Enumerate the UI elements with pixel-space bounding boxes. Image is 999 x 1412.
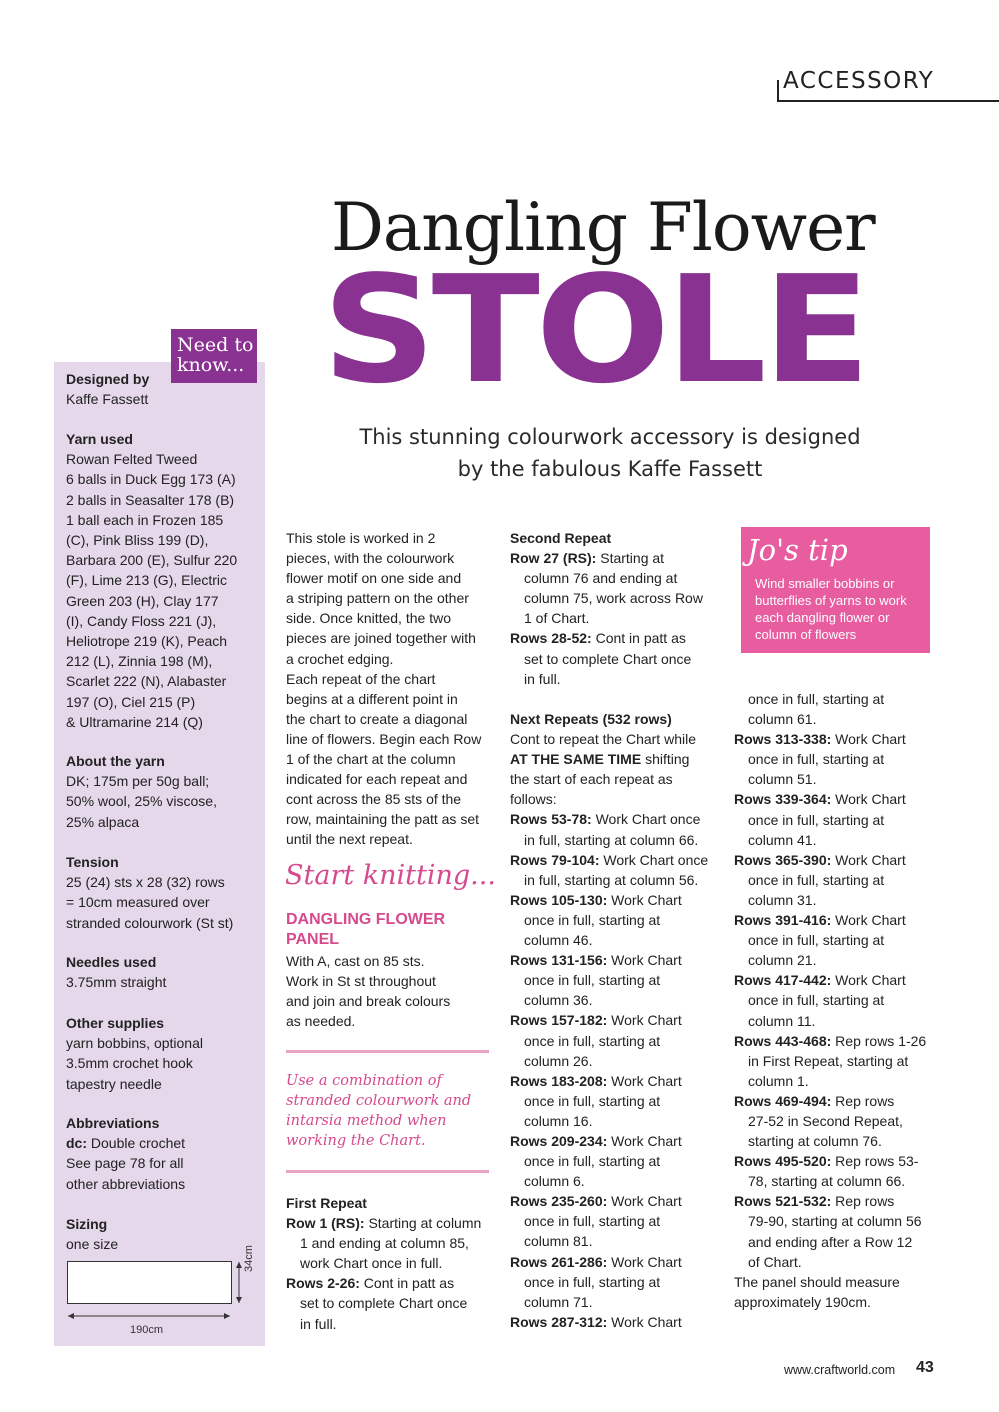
tip-box	[741, 527, 930, 653]
page-number: 43	[916, 1359, 934, 1376]
subtitle-line: by the fabulous Kaffe Fassett	[457, 457, 763, 481]
instruction-line: Rows 495-520: Rep rows 53-	[734, 1153, 919, 1170]
row-label: Rows 105-130:	[510, 891, 608, 908]
section-rule	[777, 80, 779, 102]
row-label: Rows 287-312:	[510, 1313, 608, 1330]
abbreviation-term: dc:	[66, 1135, 87, 1152]
instruction-line: column 36.	[524, 992, 593, 1009]
instruction-line: once in full, starting at	[524, 911, 661, 928]
pullquote-line: intarsia method when	[286, 1113, 447, 1129]
abbreviation-line	[66, 1133, 261, 1153]
row-label: Rows 469-494:	[734, 1092, 832, 1109]
row-label: Rows 391-416:	[734, 912, 832, 929]
row-label: Row 27 (RS):	[510, 550, 597, 567]
supplies-line: tapestry needle	[66, 1075, 162, 1092]
height-label: 34cm	[243, 1245, 255, 1272]
intro-line: pieces are joined together with	[286, 630, 476, 647]
instruction-line: once in full, starting at	[748, 932, 885, 949]
about-line: DK; 175m per 50g ball;	[66, 773, 210, 790]
designer-name: Kaffe Fassett	[66, 391, 149, 408]
instruction-line: Cont to repeat the Chart while	[510, 731, 696, 748]
yarn-line: Barbara 200 (E), Sulfur 220	[66, 552, 238, 569]
row-label: Rows 131-156:	[510, 952, 608, 969]
instruction-line: Rows 235-260: Work Chart	[510, 1193, 682, 1210]
pullquote-rule-top	[286, 1050, 489, 1053]
pullquote	[286, 1071, 491, 1151]
abbreviation-line: other abbreviations	[66, 1175, 186, 1192]
yarn-line: 6 balls in Duck Egg 173 (A)	[66, 471, 236, 488]
row-label: Rows 443-468:	[734, 1032, 832, 1049]
instruction-line: Row 1 (RS): Starting at column	[286, 1215, 482, 1232]
intro-line: row, maintaining the patt as set	[286, 811, 479, 828]
instruction-line: set to complete Chart once	[524, 650, 692, 667]
row-label: Rows 183-208:	[510, 1072, 608, 1089]
instruction-line: Rows 183-208: Work Chart	[510, 1072, 682, 1089]
row-label: Rows 495-520:	[734, 1153, 832, 1170]
instruction-line: in First Repeat, starting at	[748, 1052, 909, 1069]
row-label: Rows 365-390:	[734, 851, 832, 868]
instruction-line: column 76 and ending at	[524, 570, 678, 587]
section-heading: Designed by	[66, 371, 150, 387]
yarn-line: 2 balls in Seasalter 178 (B)	[66, 491, 235, 508]
abbreviations-section	[66, 1113, 261, 1194]
needles-section	[66, 952, 261, 992]
instruction-line: column 11.	[748, 1012, 816, 1029]
second-repeat-heading: Second Repeat	[510, 530, 612, 546]
sizing-text: one size	[66, 1236, 119, 1253]
instruction-line: column 26.	[524, 1052, 593, 1069]
instruction-line: column 61.	[748, 711, 817, 728]
instruction-line: column 16.	[524, 1112, 593, 1129]
panel-text	[286, 951, 496, 1031]
instruction-line: Rows 339-364: Work Chart	[734, 791, 906, 808]
closing-line: The panel should measure	[734, 1273, 900, 1290]
width-arrow-head	[68, 1313, 74, 1319]
instruction-line: once in full, starting at	[748, 811, 885, 828]
intro-line: until the next repeat.	[286, 831, 413, 848]
column-three-instructions	[734, 689, 959, 1312]
abbreviation-text: Double crochet	[87, 1135, 186, 1152]
yarn-line: Green 203 (H), Clay 177	[66, 592, 219, 609]
row-label: Rows 235-260:	[510, 1193, 608, 1210]
pullquote-line: stranded colourwork and	[286, 1093, 472, 1109]
row-label: Rows 157-182:	[510, 1012, 608, 1029]
instruction-line: Rows 521-532: Rep rows	[734, 1193, 895, 1210]
instruction-line: Rows 287-312: Work Chart	[510, 1313, 682, 1330]
footer-url[interactable]: www.craftworld.com	[784, 1363, 896, 1377]
intro-line: indicated for each repeat and	[286, 771, 468, 788]
title-line-1: Dangling Flower	[331, 189, 875, 266]
subtitle-line: This stunning colourwork accessory is designed	[359, 425, 861, 449]
intro-line: Each repeat of the chart	[286, 670, 436, 687]
yarn-used-section	[66, 429, 261, 732]
instruction-line: column 41.	[748, 831, 817, 848]
instruction-line: in full.	[300, 1315, 337, 1332]
row-label: Rows 53-78:	[510, 811, 592, 828]
instruction-line: column 31.	[748, 891, 817, 908]
instruction-line: Rows 79-104: Work Chart once	[510, 851, 709, 868]
start-knitting-heading: Start knitting...	[285, 860, 496, 891]
section-heading: Other supplies	[66, 1015, 165, 1031]
tension-line: = 10cm measured over	[66, 894, 210, 911]
instruction-line: column 81.	[524, 1233, 593, 1250]
instruction-line: once in full, starting at	[524, 1273, 661, 1290]
instruction-line: Row 27 (RS): Starting at	[510, 550, 665, 567]
intro-line: side. Once knitted, the two	[286, 610, 451, 627]
tension-line: 25 (24) sts x 28 (32) rows	[66, 874, 225, 891]
tension-section	[66, 852, 261, 933]
tip-line: each dangling flower or	[755, 610, 890, 625]
section-rule	[779, 100, 999, 102]
supplies-line: yarn bobbins, optional	[66, 1035, 203, 1052]
pullquote-line: Use a combination of	[286, 1073, 442, 1089]
about-line: 25% alpaca	[66, 813, 140, 830]
instruction-line: once in full, starting at	[748, 871, 885, 888]
panel-line: Work in St st throughout	[286, 973, 436, 990]
instruction-line: Rows 469-494: Rep rows	[734, 1092, 895, 1109]
intro-line: a crochet edging.	[286, 650, 394, 667]
instruction-line: once in full, starting at	[748, 992, 885, 1009]
size-diagram-arrows	[60, 1255, 260, 1335]
intro-line: cont across the 85 sts of the	[286, 791, 462, 808]
instruction-line: Rows 209-234: Work Chart	[510, 1132, 682, 1149]
first-repeat-section	[286, 1193, 501, 1334]
badge-line: know...	[177, 354, 245, 376]
instruction-line: once in full, starting at	[524, 1092, 661, 1109]
row-label: Rows 521-532:	[734, 1193, 832, 1210]
tip-line: Wind smaller bobbins or	[755, 576, 895, 591]
yarn-line: 197 (O), Ciel 215 (P)	[66, 693, 196, 710]
yarn-line: 212 (L), Zinnia 198 (M),	[66, 653, 213, 670]
instruction-line: Rows 2-26: Cont in patt as	[286, 1275, 455, 1292]
instruction-line: column 75, work across Row	[524, 590, 703, 607]
instruction-line: once in full, starting at	[524, 972, 661, 989]
height-arrow-head	[236, 1297, 242, 1303]
instruction-line: and ending after a Row 12	[748, 1233, 913, 1250]
instruction-line: once in full, starting at	[524, 1032, 661, 1049]
tip-line: butterflies of yarns to work	[755, 593, 907, 608]
title-line-2: STOLE	[322, 244, 867, 416]
instruction-line: AT THE SAME TIME shifting	[510, 751, 690, 768]
panel-line: and join and break colours	[286, 993, 451, 1010]
instruction-line: once in full, starting at	[524, 1153, 661, 1170]
designed-by-section	[66, 369, 261, 409]
width-arrow-head	[224, 1313, 230, 1319]
section-heading: Abbreviations	[66, 1115, 160, 1131]
badge-line: Need to	[177, 334, 254, 356]
second-repeat-section	[510, 528, 730, 689]
instruction-line: Rows 105-130: Work Chart	[510, 891, 682, 908]
intro-line: 1 of the chart at the column	[286, 751, 456, 768]
intro-line: a striping pattern on the other	[286, 590, 469, 607]
supplies-line: 3.5mm crochet hook	[66, 1055, 193, 1072]
panel-line: With A, cast on 85 sts.	[286, 953, 425, 969]
first-repeat-heading: First Repeat	[286, 1195, 367, 1211]
intro-line: This stole is worked in 2	[286, 530, 436, 546]
tip-text	[755, 575, 927, 643]
instruction-line: Rows 443-468: Rep rows 1-26	[734, 1032, 927, 1049]
instruction-line: column 6.	[524, 1173, 585, 1190]
instruction-line: Rows 28-52: Cont in patt as	[510, 630, 686, 647]
about-yarn-section	[66, 751, 261, 832]
instruction-line: column 21.	[748, 952, 817, 969]
intro-line: the chart to create a diagonal	[286, 710, 468, 727]
section-heading: Needles used	[66, 954, 157, 970]
instruction-line: of Chart.	[748, 1253, 802, 1270]
width-label: 190cm	[130, 1324, 164, 1336]
instruction-line: 27-52 in Second Repeat,	[748, 1112, 903, 1129]
section-label: ACCESSORY	[783, 68, 935, 94]
panel-heading-line: PANEL	[286, 931, 340, 948]
instruction-line: Rows 53-78: Work Chart once	[510, 811, 701, 828]
instruction-line: in full.	[524, 670, 561, 687]
yarn-line: (C), Pink Bliss 199 (D),	[66, 532, 209, 549]
yarn-line: Scarlet 222 (N), Alabaster	[66, 673, 227, 690]
instruction-line: follows:	[510, 791, 557, 808]
needles-line: 3.75mm straight	[66, 974, 167, 991]
row-label: Rows 79-104:	[510, 851, 600, 868]
closing-line: approximately 190cm.	[734, 1293, 871, 1310]
instruction-line: work Chart once in full.	[300, 1255, 443, 1272]
row-label: Row 1 (RS):	[286, 1215, 365, 1232]
yarn-line: (I), Candy Floss 221 (J),	[66, 612, 217, 629]
intro-line: flower motif on one side and	[286, 570, 462, 587]
other-supplies-section	[66, 1013, 261, 1094]
subtitle	[330, 421, 890, 485]
instruction-line: Rows 313-338: Work Chart	[734, 731, 906, 748]
instruction-line: column 1.	[748, 1072, 809, 1089]
instruction-line: 1 of Chart.	[524, 610, 590, 627]
next-repeats-heading: Next Repeats (532 rows)	[510, 711, 672, 727]
panel-heading-line: DANGLING FLOWER	[286, 911, 446, 928]
row-label: Rows 209-234:	[510, 1132, 608, 1149]
row-label: Rows 28-52:	[510, 630, 592, 647]
row-label: Rows 339-364:	[734, 791, 832, 808]
row-label: Rows 313-338:	[734, 731, 832, 748]
tension-line: stranded colourwork (St st)	[66, 914, 234, 931]
instruction-line: starting at column 76.	[748, 1133, 882, 1150]
instruction-line: once in full, starting at	[524, 1213, 661, 1230]
section-heading: About the yarn	[66, 753, 165, 769]
intro-line: line of flowers. Begin each Row	[286, 730, 482, 747]
instruction-line: Rows 261-286: Work Chart	[510, 1253, 682, 1270]
instruction-line: 1 and ending at column 85,	[300, 1235, 469, 1252]
intro-line: begins at a different point in	[286, 690, 458, 707]
row-label: Rows 261-286:	[510, 1253, 608, 1270]
instruction-line: the start of each repeat as	[510, 771, 673, 788]
about-line: 50% wool, 25% viscose,	[66, 793, 217, 810]
instruction-line: once in full, starting at	[748, 691, 885, 707]
yarn-line: (F), Lime 213 (G), Electric	[66, 572, 228, 589]
instruction-line: Rows 131-156: Work Chart	[510, 952, 682, 969]
panel-line: as needed.	[286, 1013, 356, 1030]
abbreviation-line: See page 78 for all	[66, 1155, 184, 1172]
yarn-line: Heliotrope 219 (K), Peach	[66, 633, 228, 650]
instruction-line: column 46.	[524, 932, 593, 949]
yarn-line: 1 ball each in Frozen 185	[66, 511, 224, 528]
instruction-line: in full, starting at column 56.	[524, 871, 699, 888]
tip-line: column of flowers	[755, 627, 857, 642]
instruction-line: column 51.	[748, 771, 817, 788]
instruction-line: Rows 365-390: Work Chart	[734, 851, 906, 868]
instruction-line: Rows 417-442: Work Chart	[734, 972, 906, 989]
intro-text	[286, 528, 496, 850]
instruction-line: Rows 157-182: Work Chart	[510, 1012, 682, 1029]
yarn-line: & Ultramarine 214 (Q)	[66, 713, 203, 730]
intro-line: pieces, with the colourwork	[286, 550, 455, 567]
section-heading: Yarn used	[66, 431, 133, 447]
sizing-section	[66, 1214, 261, 1254]
row-label: Rows 2-26:	[286, 1275, 360, 1292]
row-label: Rows 417-442:	[734, 972, 832, 989]
panel-heading	[286, 910, 486, 950]
instruction-line: column 71.	[524, 1293, 593, 1310]
instruction-line: once in full, starting at	[748, 751, 885, 768]
instruction-line: in full, starting at column 66.	[524, 831, 699, 848]
section-heading: Tension	[66, 854, 119, 870]
section-heading: Sizing	[66, 1216, 108, 1232]
pullquote-rule-bottom	[286, 1170, 489, 1173]
next-repeats-section	[510, 709, 735, 1332]
instruction-line: set to complete Chart once	[300, 1295, 468, 1312]
pullquote-line: working the Chart.	[286, 1133, 426, 1149]
instruction-line: 79-90, starting at column 56	[748, 1213, 922, 1230]
instruction-line: Rows 391-416: Work Chart	[734, 912, 906, 929]
yarn-line: Rowan Felted Tweed	[66, 451, 198, 468]
tip-title: Jo's tip	[747, 533, 848, 567]
height-arrow-head	[236, 1262, 242, 1268]
instruction-line: 78, starting at column 66.	[748, 1173, 906, 1190]
